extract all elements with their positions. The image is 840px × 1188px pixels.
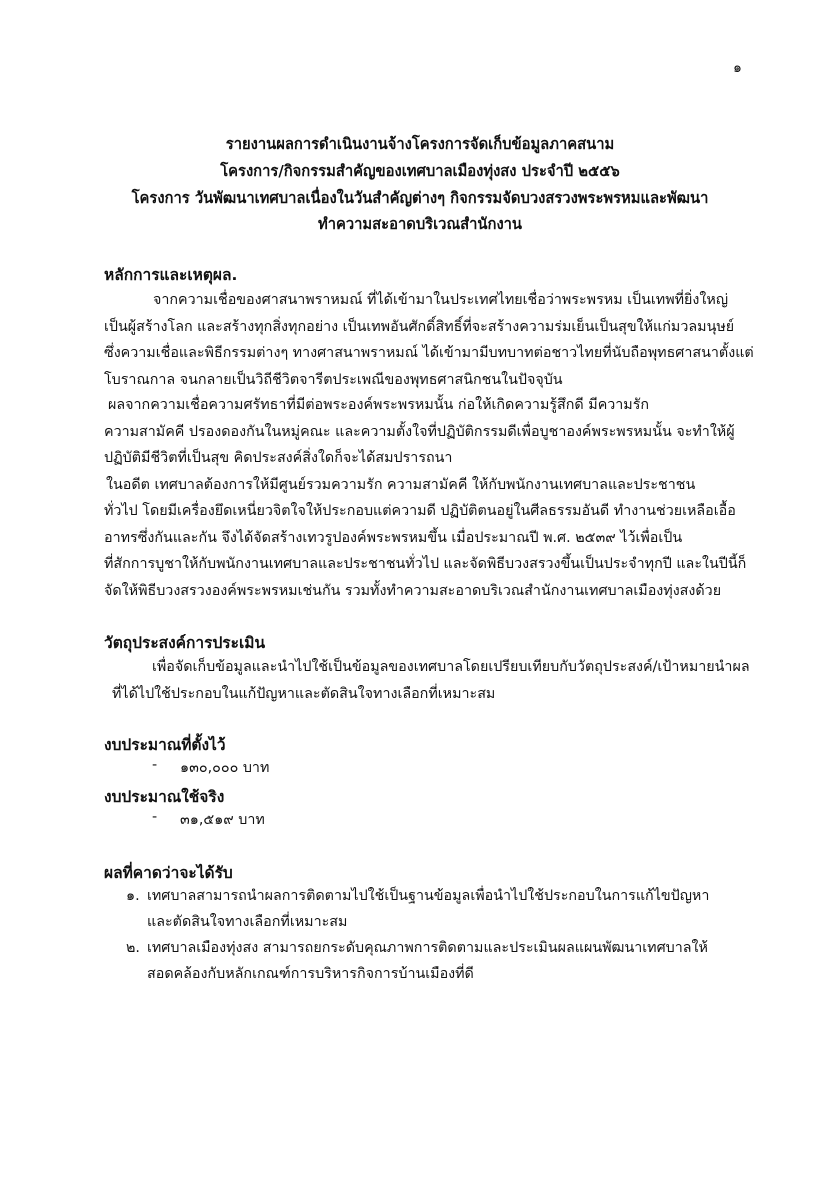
title-line-1: รายงานผลการดำเนินงานจ้างโครงการจัดเก็บข้อมูลภาคสนาม bbox=[225, 135, 615, 153]
expected-item-number: ๒. bbox=[126, 940, 140, 956]
page-number: ๑ bbox=[733, 60, 742, 76]
expected-item-line: สอดคล้องกับหลักเกณฑ์การบริหารกิจการบ้านเมืองที่ดี bbox=[147, 966, 474, 982]
principle-line: ซึ่งความเชื่อและพิธีกรรมต่างๆ ทางศาสนาพราหมณ์ ได้เข้ามามีบทบาทต่อชาวไทยที่นับถือพุทธศาสนาตั้งแต่ bbox=[104, 345, 754, 361]
principle-line: จากความเชื่อของศาสนาพราหมณ์ ที่ได้เข้ามาในประเทศไทยเชื่อว่าพระพรหม เป็นเทพที่ยิ่งใหญ่ bbox=[153, 292, 728, 308]
budget-set-dash: - bbox=[152, 757, 158, 773]
principle-line: ในอดีต เทศบาลต้องการให้มีศูนย์รวมความรัก ความสามัคคี ให้กับพนักงานเทศบาลและประชาชน bbox=[106, 477, 696, 493]
budget-actual-amount: ๓๑,๕๑๙ บาท bbox=[180, 812, 265, 828]
principle-line: ที่สักการบูชาให้กับพนักงานเทศบาลและประชาชนทั่วไป และจัดพิธีบวงสรวงขึ้นเป็นประจำทุกปี และในปีนี้ก็ bbox=[104, 556, 747, 572]
expected-heading: ผลที่คาดว่าจะได้รับ bbox=[104, 864, 233, 882]
budget-set-heading: งบประมาณที่ตั้งไว้ bbox=[104, 736, 226, 754]
expected-item-number: ๑. bbox=[126, 888, 140, 904]
principle-line: เป็นผู้สร้างโลก และสร้างทุกสิ่งทุกอย่าง เป็นเทพอันศักดิ์สิทธิ์ที่จะสร้างความร่มเย็นเป็นสุขให้แก่มวลมนุษย์ bbox=[104, 319, 735, 335]
principle-line: ความสามัคคี ปรองดองกันในหมู่คณะ และความตั้งใจที่ปฏิบัติกรรมดีเพื่อบูชาองค์พระพรหมนั้น จะทำให้ผู้ bbox=[104, 424, 735, 440]
expected-item-line: เทศบาลสามารถนำผลการติดตามไปใช้เป็นฐานข้อมูลเพื่อนำไปใช้ประกอบในการแก้ไขปัญหา bbox=[147, 888, 710, 904]
expected-item-line: และตัดสินใจทางเลือกที่เหมาะสม bbox=[147, 914, 348, 930]
budget-actual-heading: งบประมาณใช้จริง bbox=[104, 788, 225, 806]
principle-line: ปฏิบัติมีชีวิตที่เป็นสุข คิดประสงค์สิ่งใดก็จะได้สมปรารถนา bbox=[104, 450, 453, 466]
title-line-2: โครงการ/กิจกรรมสำคัญของเทศบาลเมืองทุ่งสง ประจำปี ๒๕๕๖ bbox=[220, 162, 620, 180]
title-line-3: โครงการ วันพัฒนาเทศบาลเนื่องในวันสำคัญต่างๆ กิจกรรมจัดบวงสรวงพระพรหมและพัฒนา bbox=[131, 189, 709, 207]
principle-line: จัดให้พิธีบวงสรวงองค์พระพรหมเช่นกัน รวมทั้งทำความสะอาดบริเวณสำนักงานเทศบาลเมืองทุ่งสงด้วย bbox=[104, 583, 722, 599]
principle-line: ผลจากความเชื่อความศรัทธาที่มีต่อพระองค์พระพรหมนั้น ก่อให้เกิดความรู้สึกดี มีความรัก bbox=[108, 397, 650, 413]
objective-heading: วัตถุประสงค์การประเมิน bbox=[104, 634, 266, 652]
objective-line: ที่ได้ไปใช้ประกอบในแก้ปัญหาและตัดสินใจทางเลือกที่เหมาะสม bbox=[112, 686, 496, 702]
title-line-4: ทำความสะอาดบริเวณสำนักงาน bbox=[317, 215, 523, 233]
principle-line: ทั่วไป โดยมีเครื่องยึดเหนี่ยวจิตใจให้ประกอบแต่ความดี ปฏิบัติตนอยู่ในศีลธรรมอันดี ทำงานช่วยเหลือเอื้อ bbox=[104, 503, 736, 519]
expected-item-line: เทศบาลเมืองทุ่งสง สามารถยกระดับคุณภาพการติดตามและประเมินผลแผนพัฒนาเทศบาลให้ bbox=[147, 940, 708, 956]
principle-line: อาทรซึ่งกันและกัน จึงได้จัดสร้างเทวรูปองค์พระพรหมขึ้น เมื่อประมาณปี พ.ศ. ๒๕๓๙ ไว้เพื่อเป็น bbox=[104, 530, 683, 546]
principle-heading: หลักการและเหตุผล. bbox=[104, 266, 238, 284]
principle-line: โบราณกาล จนกลายเป็นวิถีชีวิตจารีตประเพณีของพุทธศาสนิกชนในปัจจุบัน bbox=[104, 372, 563, 388]
objective-line: เพื่อจัดเก็บข้อมูลและนำไปใช้เป็นข้อมูลของเทศบาลโดยเปรียบเทียบกับวัตถุประสงค์/เป้าหมายนำผล bbox=[152, 659, 750, 675]
budget-actual-dash: - bbox=[152, 809, 158, 825]
budget-set-amount: ๑๓๐,๐๐๐ บาท bbox=[180, 760, 270, 776]
